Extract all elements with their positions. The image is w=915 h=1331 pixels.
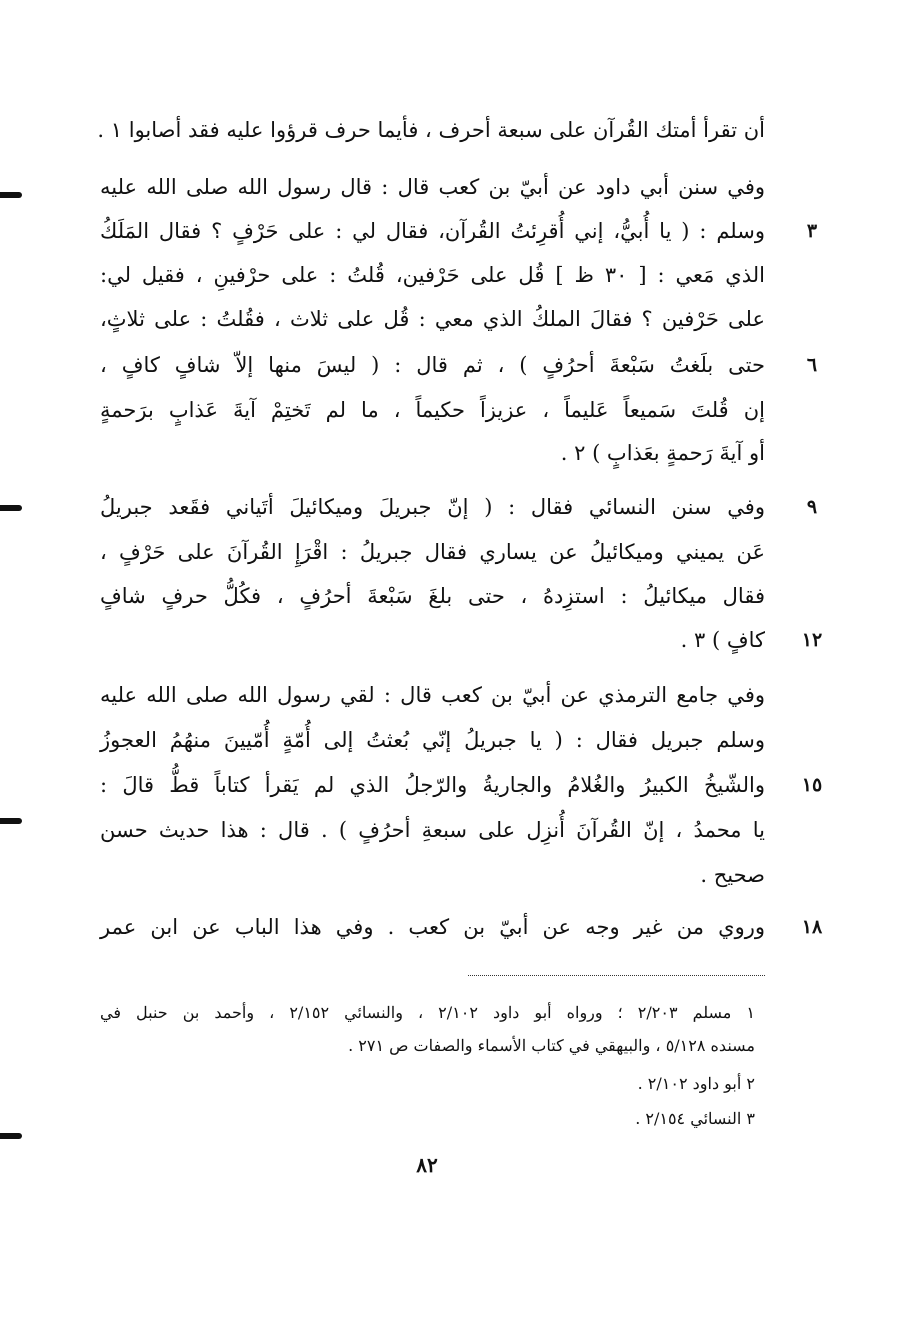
footnote: مسنده ٥/١٢٨ ، والبيهقي في كتاب الأسماء والصفات ص ٢٧١ . [348,1036,755,1055]
scan-edge-mark [0,505,22,511]
text-line: كافٍ ) ٣ . [680,628,765,652]
line-number: ١٢ [801,629,823,651]
line-number: ١٥ [801,774,823,796]
text-line: وفي جامع الترمذي عن أبيّ بن كعب قال : لقي رسول الله صلى الله عليه [100,683,765,707]
text-line: عَن يميني وميكائيلُ عن يساري فقال جبريلُ : اقْرَإِ القُرآنَ على حَرْفٍ ، [100,540,765,564]
footnote: ٢ أبو داود ٢/١٠٢ . [637,1074,755,1093]
footnote-separator [468,975,765,976]
footnote: ٣ النسائي ٢/١٥٤ . [635,1109,755,1128]
page-number: ٨٢ [416,1153,438,1177]
text-line: أن تقرأ أمتك القُرآن على سبعة أحرف ، فأيما حرف قرؤوا عليه فقد أصابوا ١ . [97,118,765,142]
scan-edge-mark [0,192,22,198]
text-line: وسلم : ( يا أُبيُّ، إني أُقرِئتُ القُرآن، فقال لي : على حَرْفٍ ؟ فقال المَلَكُ [100,219,765,243]
text-line: صحيح . [700,863,765,887]
scan-edge-mark [0,818,22,824]
text-line: وسلم جبريل فقال : ( يا جبريلُ إنّي بُعثتُ إلى أُمّةٍ أُمّيينَ منهُمُ العجوزُ [100,728,765,752]
text-line: وفي سنن أبي داود عن أبيّ بن كعب قال : قال رسول الله صلى الله عليه [100,175,765,199]
text-line: يا محمدُ ، إنّ القُرآنَ أُنزِل على سبعةِ أحرُفٍ ) . قال : هذا حديث حسن [100,818,765,842]
line-number: ٩ [806,496,818,518]
text-line: حتى بلَغتُ سَبْعةَ أحرُفٍ ) ، ثم قال : ( ليسَ منها إلاّ شافٍ كافٍ ، [100,353,765,377]
text-line: وفي سنن النسائي فقال : ( إنّ جبريلَ وميكائيلَ أتَياني فقَعد جبريلُ [100,495,765,519]
scan-edge-mark [0,1133,22,1139]
footnote: ١ مسلم ٢/٢٠٣ ؛ ورواه أبو داود ٢/١٠٢ ، والنسائي ٢/١٥٢ ، وأحمد بن حنبل في [100,1003,755,1022]
line-number: ٣ [806,220,818,242]
text-line: والشّيخُ الكبيرُ والغُلامُ والجاريةُ والرّجلُ الذي لم يَقرأ كتاباً قطُّ قالَ : [100,773,765,797]
text-line: أو آيةَ رَحمةٍ بعَذابٍ ) ٢ . [560,441,765,465]
line-number: ٦ [806,354,818,376]
text-line: الذي مَعي : [ ٣٠ ظ ] قُل على حَرْفين، قُلتُ : على حرْفينِ ، فقيل لي: [100,263,765,287]
text-line: وروي من غير وجه عن أبيّ بن كعب . وفي هذا الباب عن ابن عمر [100,915,765,939]
text-line: فقال ميكائيلُ : استزِدهُ ، حتى بلغَ سَبْعةَ أحرُفٍ ، فكُلُّ حرفٍ شافٍ [100,584,765,608]
text-line: إن قُلتَ سَميعاً عَليماً ، عزيزاً حكيماً ، ما لم تَختِمْ آيةَ عَذابٍ برَحمةٍ [100,398,765,422]
text-line: على حَرْفين ؟ فقالَ الملكُ الذي معي : قُل على ثلاث ، فقُلتُ : على ثلاثٍ، [100,307,765,331]
line-number: ١٨ [801,916,823,938]
